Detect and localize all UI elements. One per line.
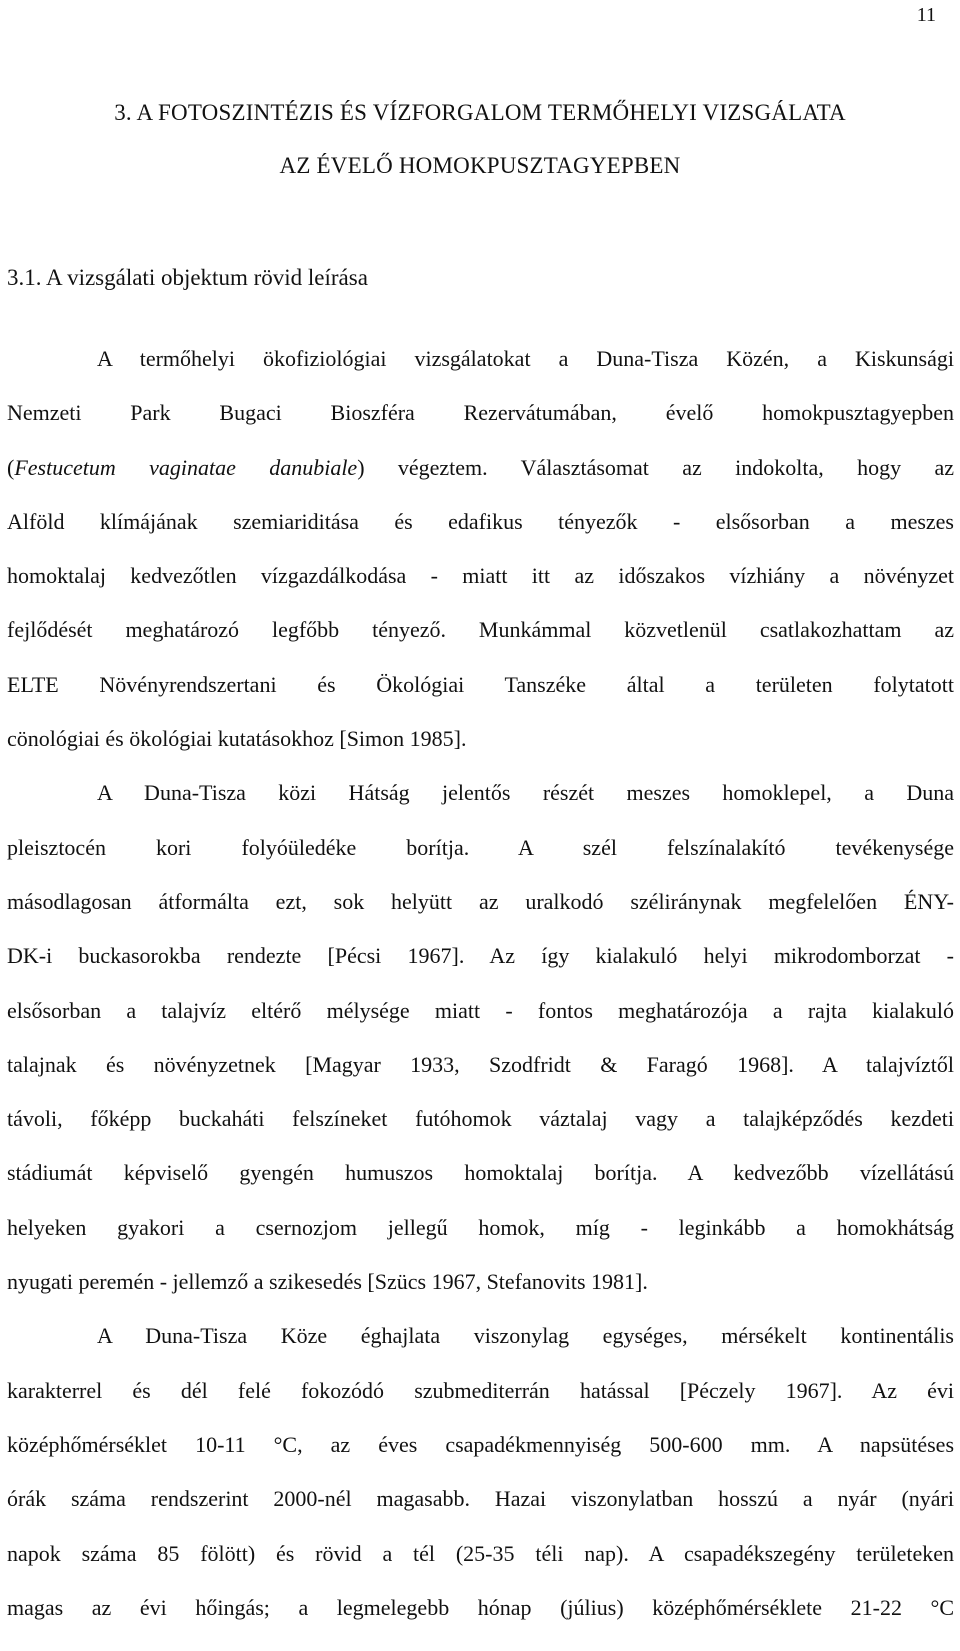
text-line bbox=[7, 441, 954, 495]
body-text bbox=[7, 332, 954, 1635]
page-number: 11 bbox=[916, 4, 936, 26]
text-line: A termőhelyi ökofiziológiai vizsgálatokat a Duna-Tisza Közén, a Kiskunsági bbox=[97, 346, 954, 371]
text-line: pleisztocén kori folyóüledéke borítja. A szél felszínalakító tevékenysége bbox=[7, 834, 954, 860]
species-name: Festucetum vaginatae danubiale bbox=[14, 454, 358, 480]
text-line: Alföld klímájának szemiariditása és edafikus tényezők - elsősorban a meszes bbox=[7, 508, 954, 534]
text-line: órák száma rendszerint 2000-nél magasabb. Hazai viszonylatban hosszú a nyár (nyári bbox=[7, 1486, 954, 1512]
text-line: fejlődését meghatározó legfőbb tényező. Munkámmal közvetlenül csatlakozhattam az bbox=[7, 617, 954, 643]
text-line: másodlagosan átformálta ezt, sok helyütt az uralkodó széliránynak megfelelően ÉNY- bbox=[7, 888, 954, 914]
text-line: nyugati peremén - jellemző a szikesedés [Szücs 1967, Stefanovits 1981]. bbox=[7, 1269, 648, 1295]
text-line: elsősorban a talajvíz eltérő mélysége miatt - fontos meghatározója a rajta kialakuló bbox=[7, 997, 954, 1023]
text-line: karakterrel és dél felé fokozódó szubmediterrán hatással [Péczely 1967]. Az évi bbox=[7, 1377, 954, 1403]
text-line: középhőmérséklet 10-11 °C, az éves csapadékmennyiség 500-600 mm. A napsütéses bbox=[7, 1431, 954, 1457]
text-line: helyeken gyakori a csernozjom jellegű homok, míg - leginkább a homokhátság bbox=[7, 1214, 954, 1240]
text-line: napok száma 85 fölött) és rövid a tél (25-35 téli nap). A csapadékszegény területeken bbox=[7, 1540, 954, 1566]
text-line: A Duna-Tisza közi Hátság jelentős részét meszes homoklepel, a Duna bbox=[97, 780, 954, 806]
text-line: ELTE Növényrendszertani és Ökológiai Tanszéke által a területen folytatott bbox=[7, 671, 954, 697]
text-line: magas az évi hőingás; a legmelegebb hónap (július) középhőmérséklete 21-22 °C bbox=[7, 1594, 954, 1620]
chapter-title-line-2: AZ ÉVELŐ HOMOKPUSZTAGYEPBEN bbox=[279, 153, 681, 178]
text-line: távoli, főképp buckaháti felszíneket futóhomok váztalaj vagy a talajképződés kezdeti bbox=[7, 1106, 954, 1132]
text-line: DK-i buckasorokba rendezte [Pécsi 1967]. Az így kialakuló helyi mikrodomborzat - bbox=[7, 943, 954, 969]
text-line: Nemzeti Park Bugaci Bioszféra Rezervátumában, évelő homokpusztagyepben bbox=[7, 400, 954, 426]
text-line: homoktalaj kedvezőtlen vízgazdálkodása - miatt itt az időszakos vízhiány a növényzet bbox=[7, 563, 954, 589]
chapter-title-line-1: 3. A FOTOSZINTÉZIS ÉS VÍZFORGALOM TERMŐHELYI VIZSGÁLATA bbox=[114, 100, 846, 125]
text-line: cönológiai és ökológiai kutatásokhoz [Simon 1985]. bbox=[7, 726, 467, 752]
text-fragment: ) végeztem. Választásomat az indokolta, hogy az bbox=[357, 454, 955, 480]
text-fragment: ( bbox=[7, 454, 15, 480]
text-line: talajnak és növényzetnek [Magyar 1933, Szodfridt & Faragó 1968]. A talajvíztől bbox=[7, 1051, 954, 1077]
text-line: A Duna-Tisza Köze éghajlata viszonylag egységes, mérsékelt kontinentális bbox=[97, 1323, 954, 1349]
section-heading: 3.1. A vizsgálati objektum rövid leírása bbox=[7, 265, 368, 290]
text-line: stádiumát képviselő gyengén humuszos homoktalaj borítja. A kedvezőbb vízellátású bbox=[7, 1160, 954, 1186]
